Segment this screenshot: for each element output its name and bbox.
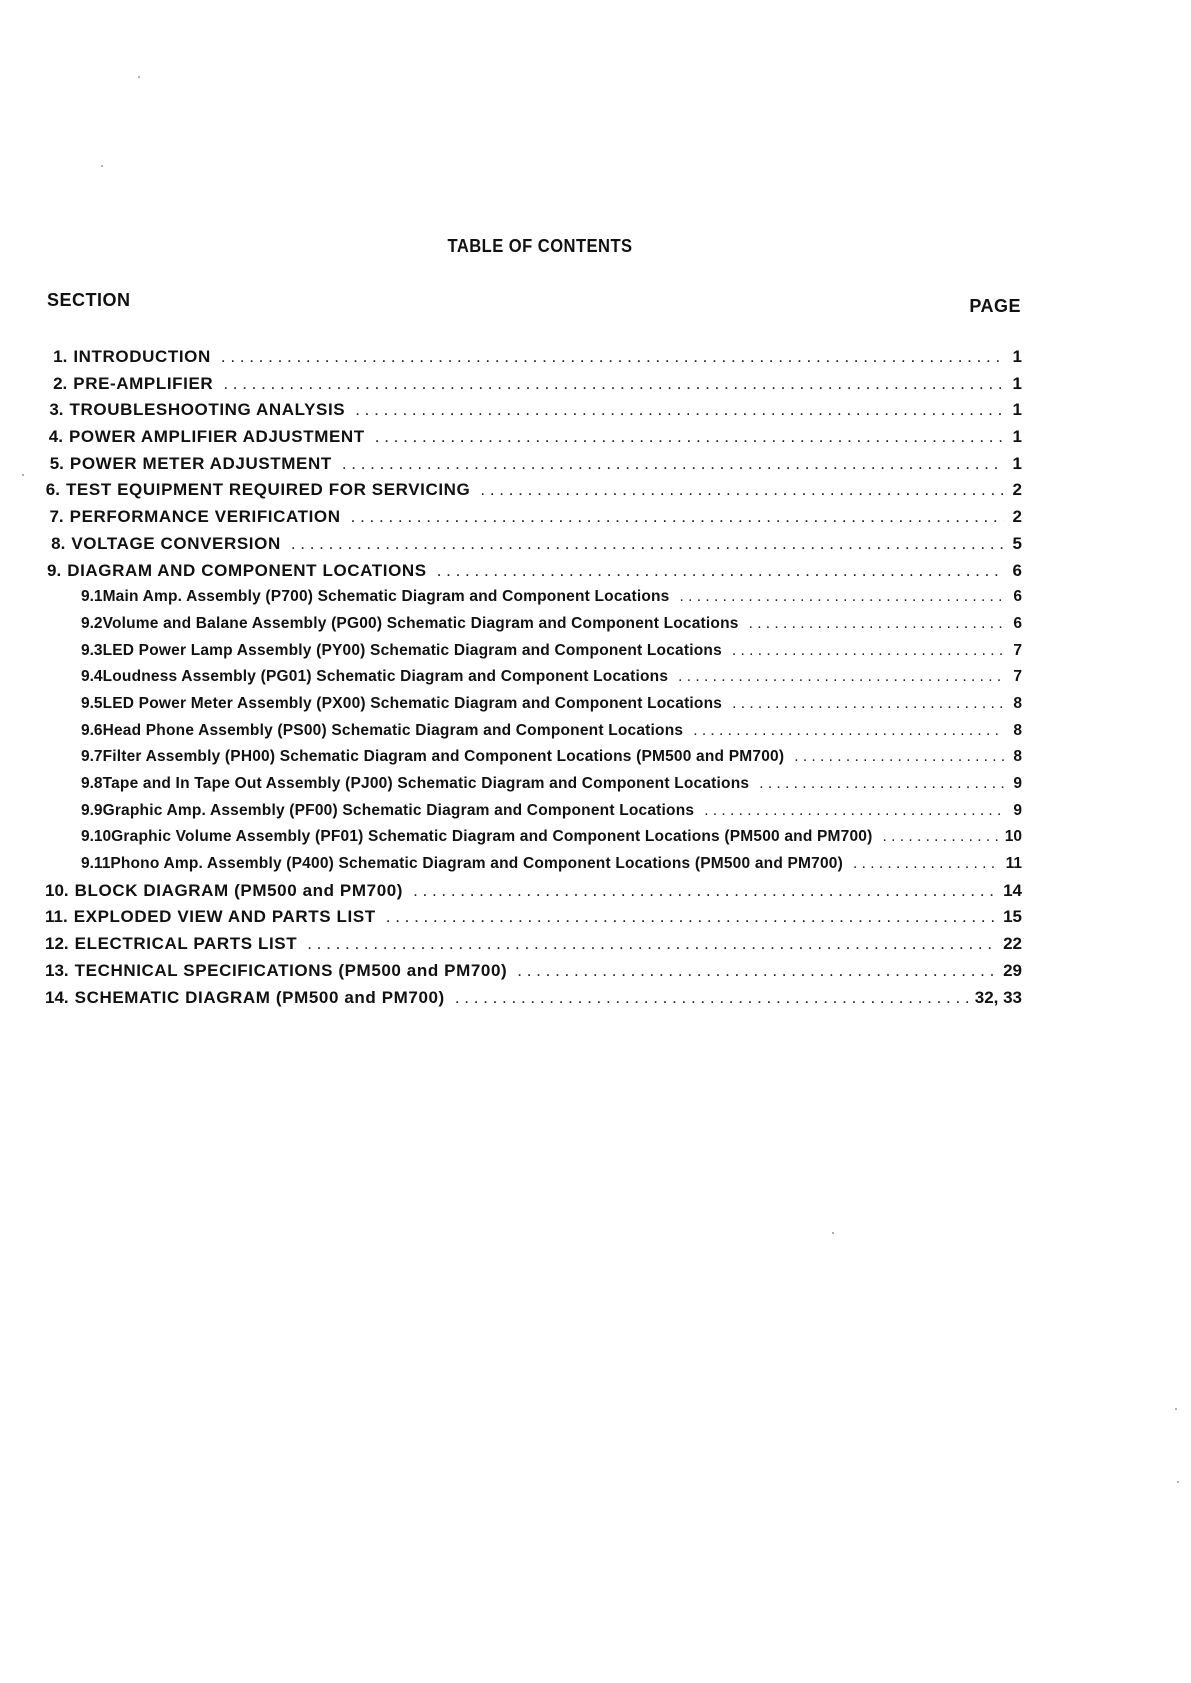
toc-entry-page: 6 <box>1012 560 1022 580</box>
toc-entry-number: 3. <box>49 400 64 420</box>
dot-leader <box>291 531 1004 558</box>
toc-entry-page: 15 <box>1003 907 1022 927</box>
dot-leader <box>375 424 1004 451</box>
section-column-header: SECTION <box>47 290 131 310</box>
toc-entry-number: 13. <box>45 960 69 980</box>
toc-entry-page: 8 <box>1013 721 1022 739</box>
dot-leader <box>455 985 969 1012</box>
toc-entry-page: 6 <box>1013 614 1022 632</box>
toc-entry-number: 9. <box>47 560 62 580</box>
dot-leader <box>794 744 1004 771</box>
toc-subentry <box>45 744 1022 771</box>
toc-entry-page: 7 <box>1013 668 1022 686</box>
toc-subentry <box>45 798 1022 825</box>
toc-entry-label: Graphic Amp. Assembly (PF00) Schematic Diagram and Component Locations <box>102 801 695 819</box>
toc-entry <box>45 985 1022 1012</box>
dot-leader <box>749 611 1004 638</box>
toc-entry <box>45 878 1022 905</box>
toc-entry-label: Volume and Balane Assembly (PG00) Schematic Diagram and Component Locations <box>102 614 739 632</box>
dot-leader <box>853 851 1000 878</box>
toc-entry-page: 1 <box>1012 400 1022 420</box>
scan-speck <box>832 1232 834 1234</box>
scan-speck <box>22 474 24 476</box>
toc-entry-label: BLOCK DIAGRAM (PM500 and PM700) <box>74 880 404 900</box>
toc-entry-label: Loudness Assembly (PG01) Schematic Diagram and Component Locations <box>102 668 669 686</box>
toc-entry-label: EXPLODED VIEW AND PARTS LIST <box>73 907 376 927</box>
toc-entry-number: 9.5 <box>81 694 103 712</box>
dot-leader <box>517 958 997 985</box>
dot-leader <box>437 558 1004 585</box>
toc-entry-page: 1 <box>1012 347 1022 366</box>
toc-entry-label: TROUBLESHOOTING ANALYSIS <box>69 400 346 420</box>
toc-subentry <box>45 638 1022 665</box>
toc-entry-page: 32, 33 <box>974 987 1022 1007</box>
toc-entry-number: 1. <box>53 347 68 366</box>
toc-entry-number: 7. <box>49 507 64 527</box>
toc-entry-page: 8 <box>1013 694 1022 712</box>
toc-entry-number: 9.10 <box>81 828 112 846</box>
scan-speck <box>1175 1408 1177 1410</box>
toc-subentry <box>45 584 1022 611</box>
toc-entry-page: 5 <box>1012 533 1022 553</box>
toc-entry-page: 10 <box>1004 828 1022 846</box>
dot-leader <box>355 397 1004 424</box>
toc-entry-label: TECHNICAL SPECIFICATIONS (PM500 and PM700) <box>74 960 508 980</box>
toc-entry-label: POWER AMPLIFIER ADJUSTMENT <box>68 427 365 447</box>
toc-entry-number: 10. <box>45 880 69 900</box>
toc-entry-number: 9.11 <box>81 855 111 873</box>
toc-entry-page: 2 <box>1012 507 1022 527</box>
toc-entry-page: 1 <box>1012 453 1022 473</box>
scan-speck <box>1177 1481 1179 1483</box>
toc-entry-number: 8. <box>51 533 66 553</box>
page-title: TABLE OF CONTENTS <box>447 236 633 256</box>
toc-entry <box>45 424 1022 451</box>
dot-leader <box>693 718 1004 745</box>
toc-entry <box>45 451 1022 478</box>
scan-speck <box>138 76 140 78</box>
toc-entry-number: 9.4 <box>81 668 103 686</box>
toc-entry <box>45 344 1022 371</box>
toc-entry-page: 11 <box>1005 855 1022 873</box>
toc-entry-page: 9 <box>1013 801 1022 819</box>
toc-entry-label: PRE-AMPLIFIER <box>73 373 214 393</box>
scan-speck <box>101 165 103 167</box>
toc-entry-number: 11. <box>45 907 68 927</box>
toc-entry-page: 2 <box>1012 480 1022 500</box>
toc-entry <box>45 371 1022 398</box>
toc-entry-label: INTRODUCTION <box>73 347 211 366</box>
table-of-contents <box>45 344 1022 1011</box>
toc-entry-number: 9.2 <box>81 614 103 632</box>
toc-subentry <box>45 851 1022 878</box>
toc-entry-label: VOLTAGE CONVERSION <box>71 533 281 553</box>
toc-entry-number: 12. <box>45 934 69 954</box>
toc-entry-label: Phono Amp. Assembly (P400) Schematic Diagram and Component Locations (PM500 and PM700) <box>110 855 843 873</box>
toc-entry <box>45 477 1022 504</box>
toc-entry-label: Head Phone Assembly (PS00) Schematic Diagram and Component Locations <box>102 721 684 739</box>
toc-entry-page: 22 <box>1003 934 1022 954</box>
dot-leader <box>413 878 997 905</box>
toc-entry-label: LED Power Meter Assembly (PX00) Schematic Diagram and Component Locations <box>102 694 723 712</box>
dot-leader <box>342 451 1004 478</box>
toc-entry-number: 9.1 <box>81 588 103 606</box>
toc-entry-number: 9.7 <box>81 748 103 766</box>
toc-entry-page: 1 <box>1012 373 1022 393</box>
toc-subentry <box>45 664 1022 691</box>
dot-leader <box>732 638 1004 665</box>
toc-entry-page: 14 <box>1003 880 1022 900</box>
toc-entry-number: 6. <box>45 480 60 500</box>
toc-entry-number: 5. <box>49 453 64 473</box>
toc-entry-label: LED Power Lamp Assembly (PY00) Schematic Diagram and Component Locations <box>102 641 722 659</box>
toc-entry-page: 9 <box>1013 775 1022 792</box>
toc-entry-page: 29 <box>1003 960 1022 980</box>
toc-entry-label: PERFORMANCE VERIFICATION <box>69 507 341 527</box>
toc-entry-label: Graphic Volume Assembly (PF01) Schematic Diagram and Component Locations (PM500 and PM700) <box>111 828 873 846</box>
dot-leader <box>759 771 1004 798</box>
toc-entry-number: 9.3 <box>81 641 103 659</box>
toc-entry <box>45 504 1022 531</box>
toc-entry-label: ELECTRICAL PARTS LIST <box>74 934 298 954</box>
dot-leader <box>704 798 1004 825</box>
toc-entry <box>45 397 1022 424</box>
dot-leader <box>732 691 1004 718</box>
dot-leader <box>883 824 999 851</box>
toc-entry <box>45 531 1022 558</box>
dot-leader <box>221 344 1004 371</box>
toc-entry-number: 2. <box>53 373 68 393</box>
dot-leader <box>223 371 1004 398</box>
dot-leader <box>386 904 997 931</box>
toc-entry-label: Tape and In Tape Out Assembly (PJ00) Schematic Diagram and Component Locations <box>102 775 750 792</box>
dot-leader <box>678 664 1004 691</box>
dot-leader <box>351 504 1004 531</box>
toc-entry-label: Filter Assembly (PH00) Schematic Diagram and Component Locations (PM500 and PM700) <box>102 748 785 766</box>
toc-entry <box>45 558 1022 585</box>
toc-entry-page: 1 <box>1012 427 1022 447</box>
toc-entry-number: 9.8 <box>81 775 103 792</box>
toc-entry-label: SCHEMATIC DIAGRAM (PM500 and PM700) <box>74 987 445 1007</box>
dot-leader <box>680 584 1005 611</box>
toc-entry-label: TEST EQUIPMENT REQUIRED FOR SERVICING <box>65 480 471 500</box>
dot-leader <box>480 477 1004 504</box>
toc-subentry <box>45 771 1022 798</box>
page-column-header: PAGE <box>969 296 1021 316</box>
toc-subentry <box>45 691 1022 718</box>
toc-entry <box>45 904 1022 931</box>
toc-subentry <box>45 611 1022 638</box>
toc-entry-number: 9.9 <box>81 801 103 819</box>
toc-entry-page: 7 <box>1013 641 1022 659</box>
toc-entry-label: POWER METER ADJUSTMENT <box>69 453 332 473</box>
toc-entry-number: 9.6 <box>81 721 103 739</box>
toc-entry-number: 14. <box>45 987 69 1007</box>
toc-entry-page: 8 <box>1013 748 1022 766</box>
toc-subentry <box>45 824 1022 851</box>
toc-entry-label: Main Amp. Assembly (P700) Schematic Diagram and Component Locations <box>102 588 670 606</box>
toc-entry-label: DIAGRAM AND COMPONENT LOCATIONS <box>67 560 427 580</box>
toc-entry <box>45 931 1022 958</box>
dot-leader <box>307 931 997 958</box>
toc-subentry <box>45 718 1022 745</box>
toc-entry <box>45 958 1022 985</box>
toc-entry-number: 4. <box>48 427 63 447</box>
toc-entry-page: 6 <box>1013 588 1022 606</box>
